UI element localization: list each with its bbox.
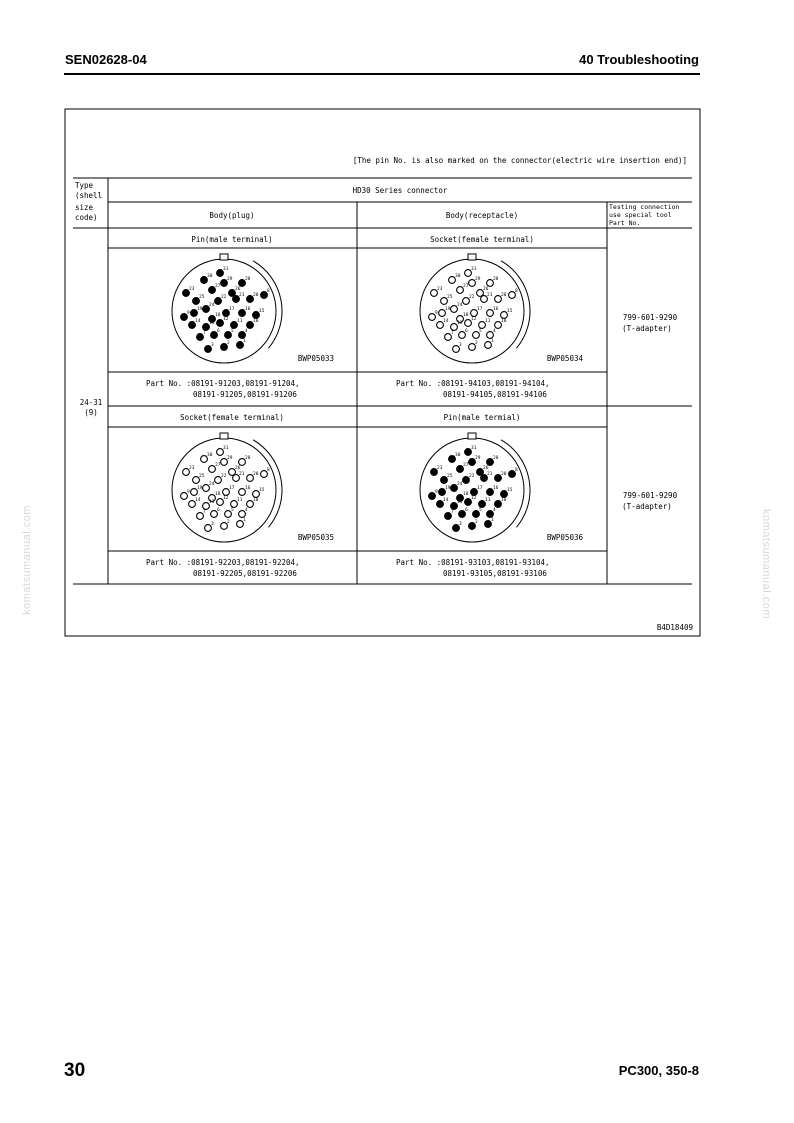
terminal-number: 11 [485, 498, 491, 503]
terminal-number: 21 [239, 293, 245, 298]
terminal-number: 13 [209, 500, 215, 505]
terminal-number: 12 [471, 317, 477, 322]
connector-key [220, 433, 228, 439]
row2-socket-connector [172, 433, 282, 542]
terminal-number: 14 [443, 498, 449, 503]
row2-left-code: BWP05035 [297, 533, 334, 542]
terminal-number: 23 [437, 287, 443, 292]
terminal-number: 28 [245, 277, 251, 282]
terminal-number: 10 [501, 319, 507, 324]
terminal-number: 3 [459, 343, 462, 348]
terminal-number: 20 [253, 293, 259, 298]
connector-locking-ring [501, 261, 530, 349]
type-code-line-2: (9) [84, 408, 98, 417]
terminal-number: 1 [243, 518, 246, 523]
row1-right-code: BWP05034 [546, 354, 583, 363]
row2-right-code: BWP05036 [546, 533, 583, 542]
connector-locking-ring [253, 440, 282, 528]
terminal-number: 30 [207, 274, 213, 279]
tool-header-line-1: Testing connection [609, 203, 680, 211]
terminal-number: 10 [253, 319, 259, 324]
terminal-number: 16 [245, 486, 251, 491]
terminal-number: 25 [199, 474, 205, 479]
machine-model: PC300, 350-8 [618, 1063, 699, 1078]
terminal-number: 14 [443, 319, 449, 324]
row1-left-part-line-2: 08191-91205,08191-91206 [193, 390, 297, 399]
terminal-number: 24 [209, 482, 215, 487]
terminal-number: 26 [235, 287, 241, 292]
row2-right-part-line-2: 08191-93105,08191-93106 [443, 569, 547, 578]
terminal-number: 1 [491, 339, 494, 344]
terminal-number: 19 [197, 486, 203, 491]
terminal-number: 5 [231, 329, 234, 334]
terminal-number: 26 [235, 466, 241, 471]
row1-left-code: BWP05033 [297, 354, 334, 363]
row1-right-part-line-1: Part No. :08191-94103,08191-94104, [396, 379, 550, 388]
terminal-number: 31 [223, 267, 229, 272]
terminal-number: 25 [199, 295, 205, 300]
terminal-number: 1 [491, 518, 494, 523]
tool-header-line-3: Part No. [609, 219, 641, 227]
terminal-number: 26 [483, 287, 489, 292]
connector-locking-ring [501, 440, 530, 528]
terminal-number: 27 [463, 463, 469, 468]
terminal-number: 27 [215, 284, 221, 289]
terminal-number: 16 [493, 486, 499, 491]
terminal-number: 8 [515, 468, 518, 473]
terminal-number: 31 [223, 446, 229, 451]
terminal-number: 2 [227, 341, 230, 346]
terminal-number: 9 [435, 490, 438, 495]
terminal-number: 3 [211, 522, 214, 527]
terminal-number: 9 [187, 311, 190, 316]
body-plug-header: Body(plug) [209, 211, 255, 220]
terminal-number: 29 [227, 277, 233, 282]
terminal-number: 23 [437, 466, 443, 471]
terminal-number: 27 [463, 284, 469, 289]
terminal-number: 8 [267, 289, 270, 294]
terminal-number: 20 [501, 472, 507, 477]
figure-code: B4D18409 [656, 623, 693, 632]
terminal-number: 15 [507, 309, 513, 314]
terminal-number: 5 [479, 508, 482, 513]
terminal-number: 15 [507, 488, 513, 493]
type-header-line-1: Type [75, 181, 94, 190]
terminal-number: 13 [209, 321, 215, 326]
terminal-number: 14 [195, 319, 201, 324]
terminal-number: 7 [203, 510, 206, 515]
terminal-number: 7 [451, 331, 454, 336]
terminal-number: 21 [239, 472, 245, 477]
row2-left-label: Socket(female terminal) [180, 413, 284, 422]
terminal-number: 17 [477, 486, 483, 491]
terminal-number: 23 [189, 287, 195, 292]
connector-key [468, 433, 476, 439]
terminal-number: 2 [475, 341, 478, 346]
type-header-line-3: size [75, 203, 94, 212]
terminal-number: 10 [501, 498, 507, 503]
row2-right-part-line-1: Part No. :08191-93103,08191-93104, [396, 558, 550, 567]
row2-left-part-line-2: 08191-92205,08191-92206 [193, 569, 297, 578]
terminal-number: 29 [475, 456, 481, 461]
terminal-number: 30 [455, 453, 461, 458]
terminal-number: 20 [501, 293, 507, 298]
terminal-number: 5 [231, 508, 234, 513]
connector-key [220, 254, 228, 260]
row1-left-part-line-1: Part No. :08191-91203,08191-91204, [146, 379, 300, 388]
terminal-number: 31 [471, 446, 477, 451]
watermark-left: komatsumanual.com [21, 505, 33, 615]
terminal-number: 17 [229, 486, 235, 491]
terminal-number: 29 [475, 277, 481, 282]
terminal-number: 25 [447, 474, 453, 479]
terminal-number: 18 [463, 492, 469, 497]
terminal-number: 30 [207, 453, 213, 458]
document-code: SEN02628-04 [65, 52, 147, 67]
series-header: HD30 Series connector [352, 186, 448, 195]
terminal-number: 6 [217, 329, 220, 334]
terminal-number: 6 [217, 508, 220, 513]
watermark-right: komatsumanual.com [760, 509, 772, 619]
tool-header-line-2: use special tool [609, 211, 672, 219]
type-code-line-1: 24-31 [79, 398, 103, 407]
row1-tool-number: 799-601-9290 [622, 313, 678, 322]
terminal-number: 7 [203, 331, 206, 336]
row1-tool-name: (T-adapter) [622, 324, 672, 333]
row2-right-label: Pin(male termial) [443, 413, 521, 422]
terminal-number: 26 [483, 466, 489, 471]
terminal-number: 27 [215, 463, 221, 468]
terminal-number: 15 [259, 488, 265, 493]
terminal-number: 30 [455, 274, 461, 279]
terminal-number: 16 [245, 307, 251, 312]
row2-tool-number: 799-601-9290 [622, 491, 678, 500]
terminal-number: 12 [223, 317, 229, 322]
terminal-number: 11 [237, 319, 243, 324]
terminal-number: 19 [197, 307, 203, 312]
terminal-number: 22 [469, 474, 475, 479]
terminal-number: 18 [215, 313, 221, 318]
terminal-number: 15 [259, 309, 265, 314]
terminal-number: 12 [223, 496, 229, 501]
terminal-number: 6 [465, 329, 468, 334]
row2-tool-name: (T-adapter) [622, 502, 672, 511]
row1-pin-connector [172, 254, 282, 363]
terminal-number: 24 [457, 303, 463, 308]
row1-socket-connector [420, 254, 530, 363]
terminal-number: 22 [221, 295, 227, 300]
terminal-number: 1 [243, 339, 246, 344]
terminal-number: 6 [465, 508, 468, 513]
terminal-number: 9 [435, 311, 438, 316]
terminal-number: 3 [211, 343, 214, 348]
terminal-number: 8 [267, 468, 270, 473]
terminal-number: 4 [245, 329, 248, 334]
page-number: 30 [64, 1060, 86, 1081]
terminal-number: 3 [459, 522, 462, 527]
terminal-number: 25 [447, 295, 453, 300]
terminal-number: 4 [493, 329, 496, 334]
terminal-number: 21 [487, 293, 493, 298]
type-header-line-4: code) [75, 213, 98, 222]
terminal-number: 13 [457, 321, 463, 326]
terminal-number: 14 [195, 498, 201, 503]
terminal-number: 2 [475, 520, 478, 525]
connector-key [468, 254, 476, 260]
terminal-number: 11 [237, 498, 243, 503]
terminal-number: 13 [457, 500, 463, 505]
terminal-number: 22 [469, 295, 475, 300]
row1-right-part-line-2: 08191-94105,08191-94106 [443, 390, 547, 399]
terminal-number: 22 [221, 474, 227, 479]
terminal-number: 18 [215, 492, 221, 497]
terminal-number: 20 [253, 472, 259, 477]
terminal-number: 28 [493, 456, 499, 461]
terminal-number: 28 [493, 277, 499, 282]
terminal-number: 7 [451, 510, 454, 515]
terminal-number: 16 [493, 307, 499, 312]
terminal-number: 23 [189, 466, 195, 471]
terminal-number: 10 [253, 498, 259, 503]
row2-left-part-line-1: Part No. :08191-92203,08191-92204, [146, 558, 300, 567]
body-receptacle-header: Body(receptacle) [445, 211, 519, 220]
terminal-number: 19 [445, 307, 451, 312]
terminal-number: 18 [463, 313, 469, 318]
terminal-number: 9 [187, 490, 190, 495]
terminal-number: 11 [485, 319, 491, 324]
terminal-number: 5 [479, 329, 482, 334]
terminal-number: 31 [471, 267, 477, 272]
terminal-number: 17 [477, 307, 483, 312]
terminal-number: 8 [515, 289, 518, 294]
row1-right-label: Socket(female terminal) [430, 235, 534, 244]
terminal-number: 17 [229, 307, 235, 312]
terminal-number: 28 [245, 456, 251, 461]
row1-left-label: Pin(male terminal) [191, 235, 273, 244]
row2-pin-connector [420, 433, 530, 542]
terminal-number: 4 [493, 508, 496, 513]
section-title: 40 Troubleshooting [579, 52, 699, 67]
terminal-number: 29 [227, 456, 233, 461]
terminal-number: 21 [487, 472, 493, 477]
terminal-number: 12 [471, 496, 477, 501]
terminal-number: 24 [209, 303, 215, 308]
terminal-number: 24 [457, 482, 463, 487]
terminal-number: 4 [245, 508, 248, 513]
type-header-line-2: (shell [75, 191, 103, 200]
connector-locking-ring [253, 261, 282, 349]
figure-note: [The pin No. is also marked on the connector(electric wire insertion end)] [352, 156, 687, 165]
terminal-number: 2 [227, 520, 230, 525]
terminal-number: 19 [445, 486, 451, 491]
